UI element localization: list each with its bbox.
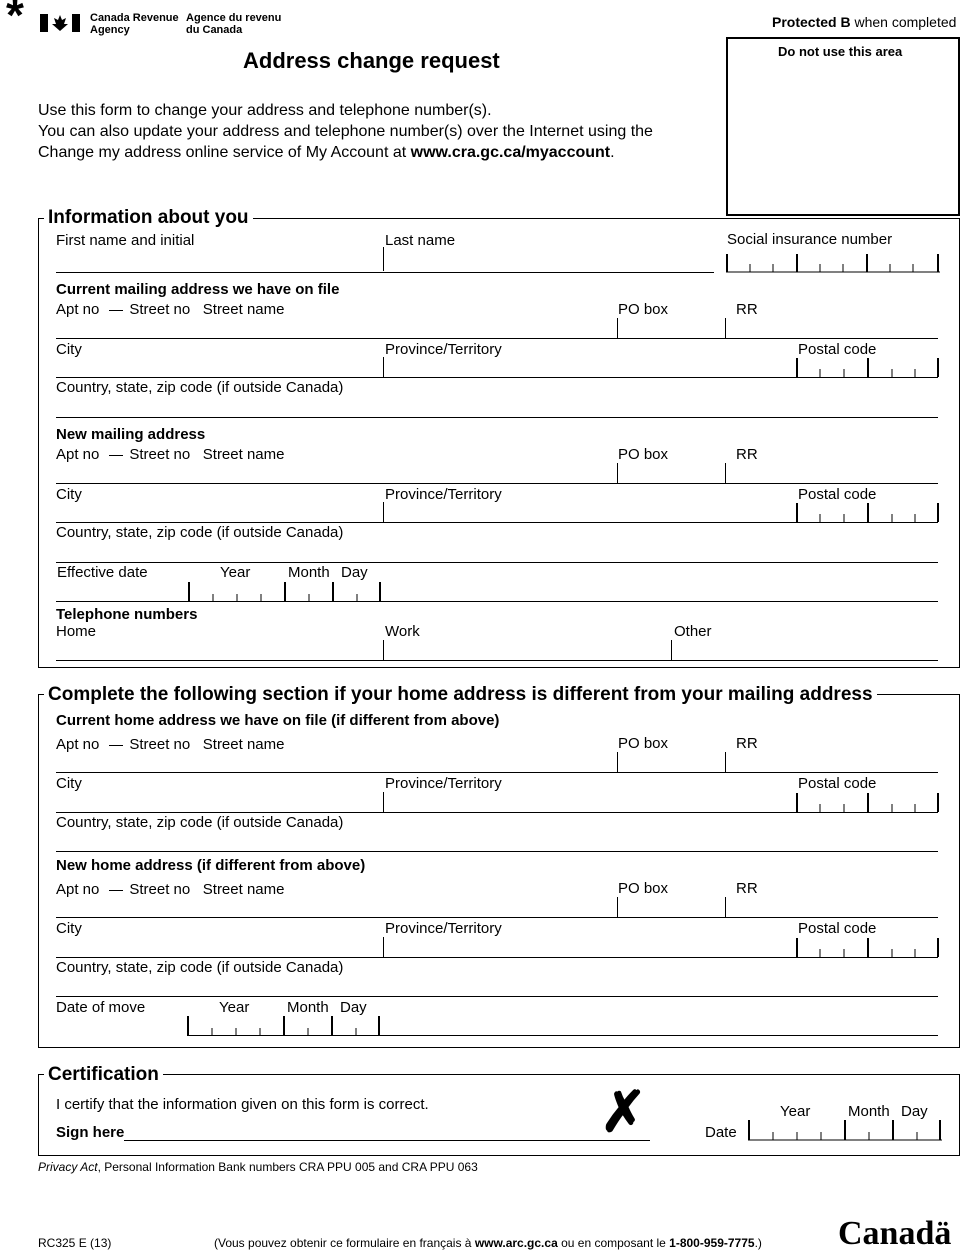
current-home-country-field[interactable]: [56, 831, 938, 851]
intro-line-3: Change my address online service of My Account at www.cra.gc.ca/myaccount.: [38, 144, 615, 161]
new-home-rr-field[interactable]: [726, 897, 938, 917]
field-underline: [56, 338, 938, 339]
po-box-label: PO box: [618, 880, 669, 897]
intro-line-2: You can also update your address and telephone number(s) over the Internet using the: [38, 123, 653, 140]
month-label: Month: [287, 999, 329, 1016]
current-home-rr-field[interactable]: [726, 752, 938, 772]
current-home-street-field[interactable]: [56, 752, 616, 772]
field-underline: [56, 996, 938, 997]
current-rr-field[interactable]: [726, 318, 938, 338]
new-street-field[interactable]: [56, 463, 616, 483]
phone-number: 1-800-959-7775: [669, 1236, 755, 1250]
new-city-field[interactable]: [56, 502, 382, 522]
year-label: Year: [220, 564, 251, 581]
field-underline: [56, 417, 938, 418]
po-box-label: PO box: [618, 301, 669, 318]
sign-mark-icon: ✗: [600, 1080, 647, 1143]
month-label: Month: [848, 1103, 890, 1120]
do-not-use-label: Do not use this area: [778, 44, 903, 59]
agency-name-en: Canada Revenue Agency: [90, 12, 179, 36]
field-underline: [56, 601, 938, 602]
field-underline: [56, 957, 938, 958]
province-label: Province/Territory: [385, 920, 502, 937]
new-province-field[interactable]: [384, 502, 796, 522]
privacy-notice: Privacy Act, Personal Information Bank numbers CRA PPU 005 and CRA PPU 063: [38, 1160, 478, 1174]
french-notice: (Vous pouvez obtenir ce formulaire en français à www.arc.gc.ca ou en composant le 1-800-959-7775.): [214, 1236, 762, 1250]
field-underline: [56, 562, 938, 563]
work-phone-field[interactable]: [384, 640, 670, 660]
french-site-link[interactable]: www.arc.gc.ca: [474, 1236, 558, 1250]
dash-separator: [109, 890, 123, 891]
city-label: City: [56, 486, 82, 503]
address-line-labels: Apt no Street no Street name: [56, 301, 285, 318]
field-underline: [56, 660, 938, 661]
new-home-country-field[interactable]: [56, 976, 938, 996]
province-label: Province/Territory: [385, 341, 502, 358]
effective-date-field[interactable]: [188, 580, 380, 602]
home-phone-field[interactable]: [56, 640, 382, 660]
canada-wordmark: Canadä: [838, 1215, 952, 1252]
day-label: Day: [340, 999, 367, 1016]
dash-separator: [109, 455, 123, 456]
address-line-labels: Apt no Street no Street name: [56, 446, 285, 463]
section-certification: [38, 1074, 960, 1156]
current-home-province-field[interactable]: [384, 792, 796, 812]
field-underline: [56, 851, 938, 852]
section-title-information: Information about you: [44, 207, 253, 229]
sign-here-label: Sign here: [56, 1124, 125, 1141]
new-home-street-field[interactable]: [56, 897, 616, 917]
postal-code-label: Postal code: [798, 486, 877, 503]
other-phone-field[interactable]: [672, 640, 938, 660]
rr-label: RR: [736, 301, 758, 318]
current-home-city-field[interactable]: [56, 792, 382, 812]
new-home-city-field[interactable]: [56, 937, 382, 957]
current-street-field[interactable]: [56, 318, 616, 338]
day-label: Day: [341, 564, 368, 581]
form-code: RC325 E (13): [38, 1236, 112, 1250]
postal-code-label: Postal code: [798, 775, 877, 792]
flag-icon: [40, 14, 80, 32]
field-underline: [56, 917, 938, 918]
new-postal-code-field[interactable]: [796, 501, 938, 523]
first-name-label: First name and initial: [56, 232, 195, 249]
city-label: City: [56, 920, 82, 937]
address-line-labels: Apt no Street no Street name: [56, 736, 285, 753]
agency-name-fr: Agence du revenu du Canada: [186, 12, 282, 36]
protected-notice: Protected B when completed: [772, 14, 957, 30]
dash-separator: [109, 310, 123, 311]
field-underline: [56, 483, 938, 484]
new-home-province-field[interactable]: [384, 937, 796, 957]
office-use-box: [726, 37, 960, 216]
my-account-link[interactable]: www.cra.gc.ca/myaccount: [410, 144, 611, 161]
province-label: Province/Territory: [385, 486, 502, 503]
date-of-move-label: Date of move: [56, 999, 146, 1016]
other-phone-label: Other: [674, 623, 712, 640]
day-label: Day: [901, 1103, 928, 1120]
current-home-postal-code-field[interactable]: [796, 791, 938, 813]
signature-field[interactable]: [124, 1120, 650, 1140]
year-label: Year: [219, 999, 250, 1016]
dash-separator: [109, 745, 123, 746]
country-label: Country, state, zip code (if outside Canada): [56, 814, 344, 831]
field-underline: [56, 272, 714, 273]
field-underline: [187, 1035, 938, 1036]
po-box-label: PO box: [618, 446, 669, 463]
new-home-postal-code-field[interactable]: [796, 936, 938, 958]
certification-date-field[interactable]: [748, 1118, 940, 1140]
field-underline: [56, 812, 938, 813]
current-home-po-box-field[interactable]: [618, 752, 724, 772]
city-label: City: [56, 341, 82, 358]
government-logo: [6, 0, 86, 41]
current-home-heading: Current home address we have on file (if different from above): [56, 712, 500, 729]
current-mailing-heading: Current mailing address we have on file: [56, 281, 340, 298]
new-mailing-heading: New mailing address: [56, 426, 206, 443]
rr-label: RR: [736, 735, 758, 752]
signature-line: [124, 1140, 650, 1141]
sin-label: Social insurance number: [727, 231, 893, 248]
country-label: Country, state, zip code (if outside Canada): [56, 379, 344, 396]
province-label: Province/Territory: [385, 775, 502, 792]
new-po-box-field[interactable]: [618, 463, 724, 483]
sin-field[interactable]: [726, 248, 938, 272]
effective-date-label: Effective date: [57, 564, 148, 581]
form-title: Address change request: [243, 48, 500, 73]
rr-label: RR: [736, 880, 758, 897]
rr-label: RR: [736, 446, 758, 463]
field-underline: [56, 772, 938, 773]
month-label: Month: [288, 564, 330, 581]
last-name-field[interactable]: [384, 247, 714, 271]
current-po-box-field[interactable]: [618, 318, 724, 338]
home-phone-label: Home: [56, 623, 97, 640]
asterisk-icon: *: [6, 0, 24, 41]
year-label: Year: [780, 1103, 811, 1120]
new-home-heading: New home address (if different from above): [56, 857, 366, 874]
current-city-field[interactable]: [56, 357, 382, 377]
current-country-field[interactable]: [56, 396, 938, 416]
new-country-field[interactable]: [56, 541, 938, 561]
new-home-po-box-field[interactable]: [618, 897, 724, 917]
postal-code-label: Postal code: [798, 920, 877, 937]
current-province-field[interactable]: [384, 357, 796, 377]
section-title-home-address: Complete the following section if your home address is different from your mailing address: [44, 684, 877, 706]
last-name-label: Last name: [385, 232, 456, 249]
address-line-labels: Apt no Street no Street name: [56, 881, 285, 898]
postal-code-label: Postal code: [798, 341, 877, 358]
date-of-move-field[interactable]: [187, 1014, 379, 1036]
new-rr-field[interactable]: [726, 463, 938, 483]
field-underline: [56, 377, 938, 378]
field-underline: [56, 522, 938, 523]
first-name-field[interactable]: [56, 247, 382, 271]
city-label: City: [56, 775, 82, 792]
telephone-heading: Telephone numbers: [56, 606, 198, 623]
certify-statement: I certify that the information given on this form is correct.: [56, 1096, 429, 1113]
country-label: Country, state, zip code (if outside Canada): [56, 959, 344, 976]
current-postal-code-field[interactable]: [796, 356, 938, 378]
po-box-label: PO box: [618, 735, 669, 752]
work-phone-label: Work: [385, 623, 420, 640]
intro-line-1: Use this form to change your address and telephone number(s).: [38, 102, 492, 119]
country-label: Country, state, zip code (if outside Canada): [56, 524, 344, 541]
date-label: Date: [705, 1124, 737, 1141]
section-title-certification: Certification: [44, 1064, 163, 1086]
